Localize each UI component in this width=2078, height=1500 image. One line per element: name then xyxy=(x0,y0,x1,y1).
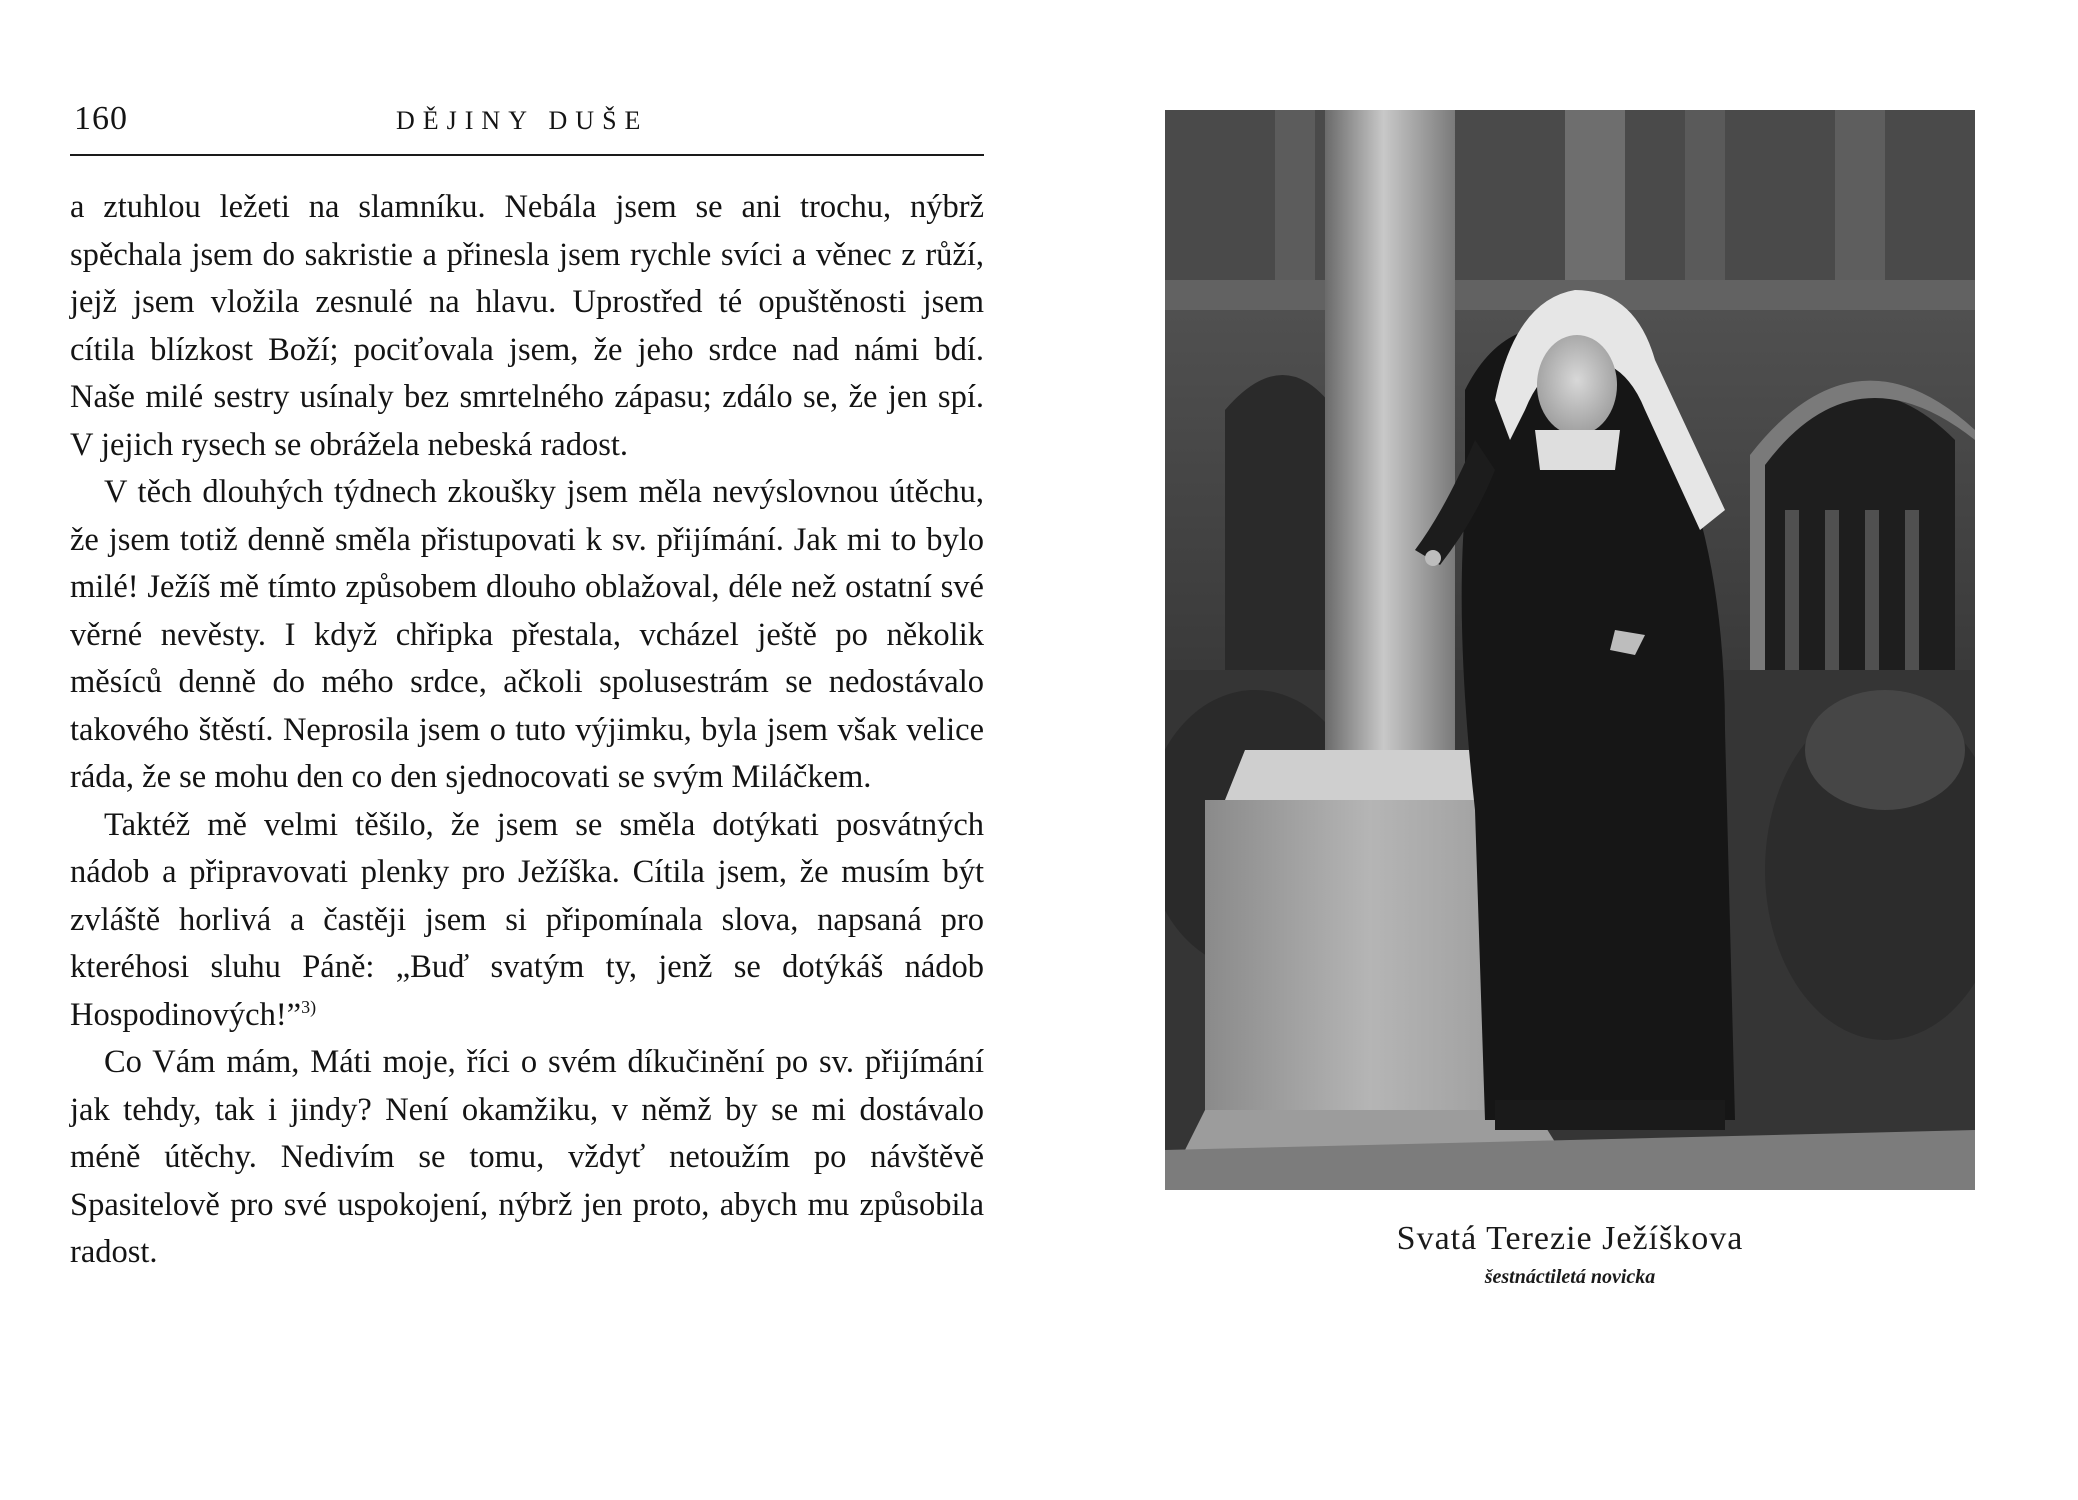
body-text xyxy=(70,184,984,1277)
left-page xyxy=(70,96,984,1277)
paragraph-3 xyxy=(70,802,984,1040)
page-number: 160 xyxy=(74,100,128,137)
nun-photograph xyxy=(1165,110,1975,1190)
paragraph-3-text: Taktéž mě velmi těšilo, že jsem se směla dotýkati posvátných nádob a připravovati plenky pro Ježíška. Cítila jsem, že musím být zvláště horlivá a častěji jsem si připomínala slova, napsaná pro kteréhosi sluhu Páně: „Buď svatým ty, jenž se dotýkáš nádob Hospodinových!” xyxy=(70,806,984,1033)
paragraph-4: Co Vám mám, Máti moje, říci o svém díkučinění po sv. přijímání jak tehdy, tak i jindy? Není okamžiku, v němž by se mi dostávalo méně útěchy. Nedivím se tomu, vždyť netoužím po návštěvě Spasitelově pro své uspokojení, nýbrž jen proto, abych mu způsobila radost. xyxy=(70,1044,984,1270)
paragraph-2: V těch dlouhých týdnech zkoušky jsem měla nevýslovnou útěchu, že jsem totiž denně směla přistupovati k sv. přijímání. Jak mi to bylo milé! Ježíš mě tímto způsobem dlouho oblažoval, déle než ostatní své věrné nevěsty. I když chřipka přestala, vcházel ještě po několik měsíců denně do mého srdce, ačkoli spolusestrám se nedostávalo takového štěstí. Neprosila jsem o tuto výjimku, byla jsem však velice ráda, že se mohu den co den sjednocovati se svým Miláčkem. xyxy=(70,474,984,795)
running-head xyxy=(70,96,984,156)
book-title: DĚJINY DUŠE xyxy=(396,106,649,135)
photograph-illustration xyxy=(1165,110,1975,1190)
caption-subtitle: šestnáctiletá novicka xyxy=(1484,1266,1656,1288)
paragraph-1: a ztuhlou ležeti na slamníku. Nebála jsem se ani trochu, nýbrž spěchala jsem do sakristie a přinesla jsem rychle svíci a věnec z růží, jejž jsem vložila zesnulé na hlavu. Uprostřed té opuštěnosti jsem cítila blízkost Boží; pociťovala jsem, že jeho srdce nad námi bdí. Naše milé sestry usínaly bez smrtelného zápasu; zdálo se, že jen spí. V jejich rysech se obrážela nebeská radost. xyxy=(70,189,984,463)
caption-title: Svatá Terezie Ježíškova xyxy=(1396,1220,1744,1257)
footnote-marker: 3) xyxy=(301,996,317,1017)
figure-caption xyxy=(1165,1220,1975,1289)
